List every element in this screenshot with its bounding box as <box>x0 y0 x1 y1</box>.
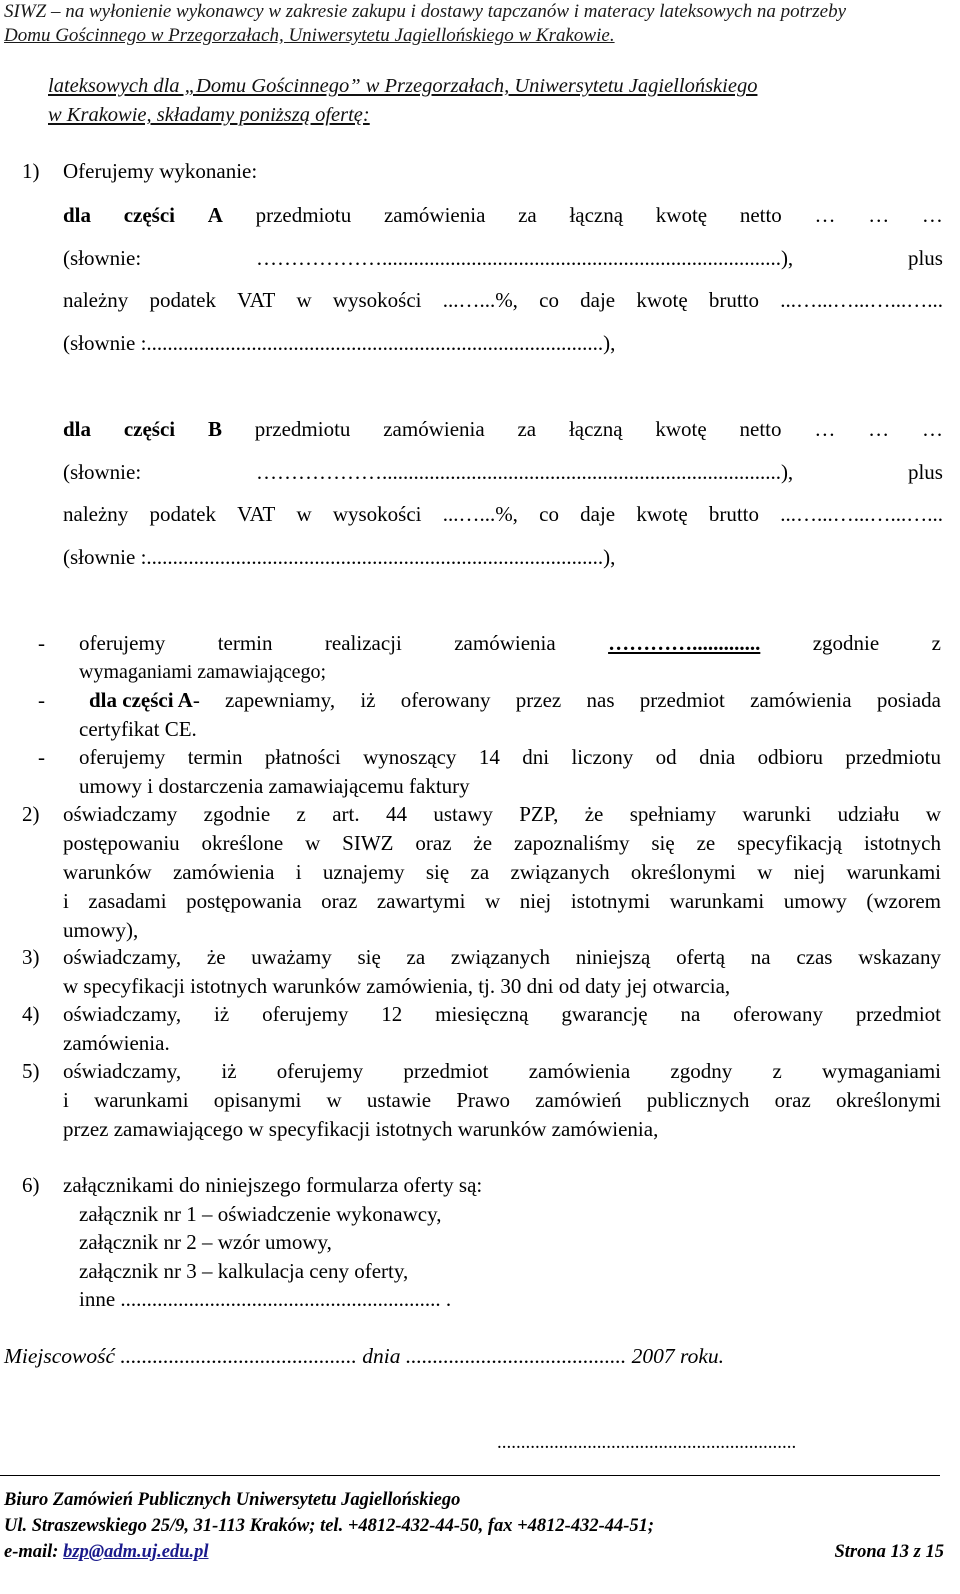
part-a-word: kwotę <box>636 288 688 312</box>
part-b-amount-words-blank: ………………............................................................................), <box>255 460 794 484</box>
item-3-line: oświadczamy, że uważamy się za związanych niniejszą ofertą na czas wskazany <box>63 945 941 969</box>
part-a-line-4: (słownie :.......................................................................................), <box>63 331 616 355</box>
bullet-word: z <box>931 631 941 655</box>
part-b-ellipsis: … <box>814 417 836 441</box>
bullet-2-line-1 <box>89 686 941 715</box>
term-blank: …………............. <box>608 631 761 655</box>
item-6-number: 6) <box>22 1173 40 1197</box>
part-a-word: łączną <box>569 203 624 227</box>
part-a-word: podatek <box>149 288 216 312</box>
part-a-word: kwotę <box>655 203 708 227</box>
attachment-item: inne ............................................................. . <box>79 1287 452 1311</box>
part-b-word: brutto <box>708 502 759 526</box>
part-b-word: kwotę <box>655 417 707 441</box>
item-5-line: i warunkami opisanymi w ustawie Prawo zamówień publicznych oraz określonymi <box>63 1088 941 1112</box>
part-b-word: wysokości <box>332 502 422 526</box>
bullet-1-line-1 <box>79 629 941 658</box>
part-a-word: VAT <box>237 288 276 312</box>
part-a-gross-blank: ...…...…...…...…... <box>780 288 943 312</box>
header-line-2: Domu Gościnnego w Przegorzałach, Uniwersytetu Jagiellońskiego w Krakowie. <box>4 25 615 46</box>
item-3-line: w specyfikacji istotnych warunków zamówienia, tj. 30 dni od daty jej otwarcia, <box>63 974 731 998</box>
part-b-word: należny <box>63 502 129 526</box>
part-b-word: za <box>517 417 537 441</box>
bullet-word: oferujemy <box>79 631 166 655</box>
part-b-word: daje <box>580 502 616 526</box>
bullet-word: zamówienia <box>454 631 556 655</box>
part-a-word: należny <box>63 288 129 312</box>
part-b-line-2 <box>63 458 943 487</box>
item-4-line: zamówienia. <box>63 1031 170 1055</box>
part-b-word: podatek <box>149 502 216 526</box>
part-a-line-3 <box>63 286 943 315</box>
item-2-line: oświadczamy zgodnie z art. 44 ustawy PZP, że spełniamy warunki udziału w <box>63 802 941 826</box>
page-number: Strona 13 z 15 <box>834 1542 944 1562</box>
part-a-ellipsis: … <box>921 203 943 227</box>
email-label: e-mail: <box>4 1542 64 1562</box>
item-6-text: załącznikami do niniejszego formularza oferty są: <box>63 1173 483 1197</box>
part-a-ellipsis: … <box>814 203 836 227</box>
part-a-word: w <box>296 288 312 312</box>
bullet-dash: - <box>38 631 45 655</box>
attachment-item: załącznik nr 3 – kalkulacja ceny oferty, <box>79 1259 409 1283</box>
attachment-item: załącznik nr 1 – oświadczenie wykonawcy, <box>79 1202 442 1226</box>
bullet-3-line-1: oferujemy termin płatności wynoszący 14 dni liczony od dnia odbioru przedmiotu <box>79 745 941 769</box>
bullet-word: termin <box>217 631 273 655</box>
page-header <box>4 0 956 48</box>
bullet-word: realizacji <box>324 631 402 655</box>
bullet-2-bold: dla części A <box>89 688 193 712</box>
part-a-word: brutto <box>708 288 759 312</box>
part-a-amount-words-blank: ………………............................................................................), <box>255 246 794 270</box>
bullet-dash: - <box>38 745 45 769</box>
header-line-1: SIWZ – na wyłonienie wykonawcy w zakresie zakupu i dostawy tapczanów i materacy lateksowych na potrzeby <box>4 1 847 22</box>
place-date-line: Miejscowość ............................................ dnia ......................................... 2007 roku. <box>4 1344 725 1368</box>
part-b-word: zamówienia <box>383 417 485 441</box>
part-a-word: plus <box>907 246 943 270</box>
part-b-word: części <box>123 417 176 441</box>
item-5-line: przez zamawiającego w specyfikacji istotnych warunków zamówienia, <box>63 1117 659 1141</box>
part-b-line-1 <box>63 415 943 444</box>
intro <box>48 72 948 130</box>
item-1-number: 1) <box>22 159 40 183</box>
part-b-word: co <box>539 502 559 526</box>
part-b-vat-blank: ...…...%, <box>442 502 518 526</box>
item-2-line: i zasadami postępowania oraz zawartymi w niej istotnymi warunkami umowy (wzorem <box>63 889 941 913</box>
part-a-word: dla <box>63 203 92 227</box>
footer-divider <box>0 1475 940 1476</box>
footer-line-3 <box>4 1539 944 1565</box>
part-a-label: A <box>207 203 223 227</box>
email-link[interactable]: bzp@adm.uj.edu.pl <box>63 1542 209 1562</box>
part-b-word: przedmiotu <box>254 417 351 441</box>
part-b-word: kwotę <box>636 502 688 526</box>
part-b-line-4: (słownie :.......................................................................................), <box>63 545 616 569</box>
part-b-word: VAT <box>237 502 276 526</box>
part-a-word: za <box>518 203 537 227</box>
part-b-word: plus <box>907 460 943 484</box>
bullet-dash: - <box>38 688 45 712</box>
intro-line-1: lateksowych dla „Domu Gościnnego” w Przegorzałach, Uniwersytetu Jagiellońskiego <box>48 75 758 97</box>
bullet-2-text: - zapewniamy, iż oferowany przez nas przedmiot zamówienia posiada <box>192 688 941 712</box>
item-4-number: 4) <box>22 1002 40 1026</box>
page-footer <box>4 1487 944 1565</box>
part-a-line-1 <box>63 201 943 230</box>
bullet-word: zgodnie <box>812 631 880 655</box>
item-5-line: oświadczamy, iż oferujemy przedmiot zamówienia zgodny z wymaganiami <box>63 1059 941 1083</box>
intro-line-2: w Krakowie, składamy poniższą ofertę: <box>48 104 370 126</box>
footer-line-1: Biuro Zamówień Publicznych Uniwersytetu Jagiellońskiego <box>4 1490 461 1510</box>
part-b-line-3 <box>63 500 943 529</box>
part-b-gross-blank: ...…...…...…...…... <box>780 502 943 526</box>
part-a-word: co <box>539 288 559 312</box>
item-4-line: oświadczamy, iż oferujemy 12 miesięczną gwarancję na oferowany przedmiot <box>63 1002 941 1026</box>
item-2-line: umowy), <box>63 918 139 942</box>
part-a-word: przedmiotu <box>255 203 352 227</box>
item-2-line: postępowaniu określone w SIWZ oraz że zapoznaliśmy się ze specyfikacją istotnych <box>63 831 941 855</box>
item-1-text: Oferujemy wykonanie: <box>63 159 258 183</box>
part-b-label: B <box>207 417 222 441</box>
part-b-word: łączną <box>568 417 623 441</box>
part-a-word: (słownie: <box>63 246 142 270</box>
part-b-ellipsis: … <box>868 417 890 441</box>
part-a-word: zamówienia <box>383 203 486 227</box>
item-2-number: 2) <box>22 802 40 826</box>
item-2-line: warunków zamówienia i uznajemy się za związanych określonymi w niej warunkami <box>63 860 941 884</box>
part-a-word: netto <box>739 203 782 227</box>
item-4-text <box>63 1000 941 1058</box>
signature-line: ............................................................... <box>497 1432 797 1453</box>
part-b-word: w <box>296 502 312 526</box>
part-b-word: dla <box>63 417 92 441</box>
part-a-word: wysokości <box>332 288 422 312</box>
part-a-word: daje <box>580 288 616 312</box>
part-a-line-2 <box>63 244 943 273</box>
part-b-word: netto <box>739 417 782 441</box>
item-5-number: 5) <box>22 1059 40 1083</box>
part-a-vat-blank: ...…...%, <box>442 288 518 312</box>
part-a-word: części <box>123 203 176 227</box>
bullet-3-line-2: umowy i dostarczenia zamawiającemu faktury <box>79 774 470 798</box>
item-3-text <box>63 943 941 1001</box>
item-5-text <box>63 1057 941 1144</box>
item-3-number: 3) <box>22 945 40 969</box>
bullet-1-line-2: wymaganiami zamawiającego; <box>79 661 327 683</box>
bullet-2-line-2: certyfikat CE. <box>79 717 197 741</box>
attachment-item: załącznik nr 2 – wzór umowy, <box>79 1230 332 1254</box>
part-b-word: (słownie: <box>63 460 142 484</box>
item-2-text <box>63 800 941 945</box>
part-b-ellipsis: … <box>921 417 943 441</box>
footer-line-2: Ul. Straszewskiego 25/9, 31-113 Kraków; tel. +4812-432-44-50, fax +4812-432-44-51; <box>4 1516 655 1536</box>
part-a-ellipsis: … <box>868 203 890 227</box>
